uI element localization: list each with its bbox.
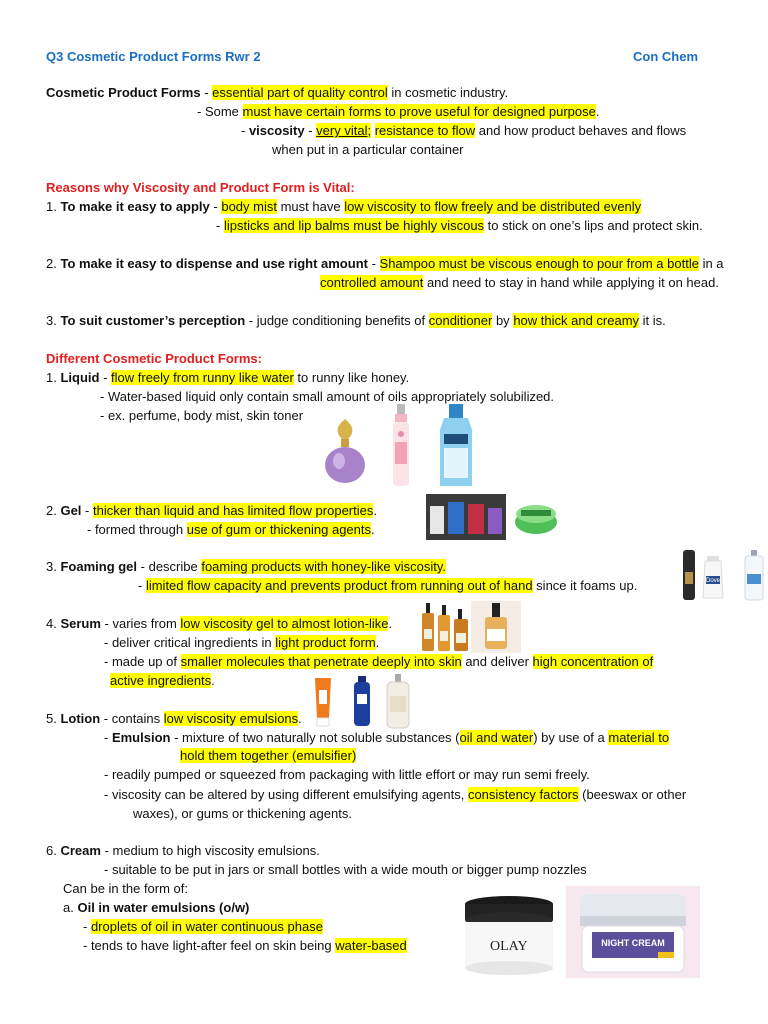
serum-sub-2: - made up of smaller molecules that penetrate deeply into skin and deliver high concentration of — [104, 654, 654, 669]
intro-line-3: - viscosity - very vital; resistance to flow and how product behaves and flows — [241, 123, 687, 138]
lotion-line: 5. Lotion - contains low viscosity emulsions. — [46, 711, 302, 726]
cream-sub-1: - suitable to be put in jars or small bottles with a wide mouth or bigger pump nozzles — [104, 862, 587, 877]
emulsion-line: - Emulsion - mixture of two naturally not soluble substances (oil and water) by use of a material to — [104, 730, 670, 745]
foaming-gel-sub-1: - limited flow capacity and prevents product from running out of hand since it foams up. — [138, 578, 638, 593]
reason-1: 1. To make it easy to apply - body mist must have low viscosity to flow freely and be distributed evenly — [46, 199, 642, 214]
gel-line: 2. Gel - thicker than liquid and has limited flow properties. — [46, 503, 377, 518]
cream-line: 6. Cream - medium to high viscosity emulsions. — [46, 843, 320, 858]
reason-2-sub: controlled amount and need to stay in hand while applying it on head. — [320, 275, 719, 290]
lotion-sub-3: waxes), or gums or thickening agents. — [133, 806, 352, 821]
liquid-sub-2: - ex. perfume, body mist, skin toner — [100, 408, 304, 423]
body-mist-bottle-image — [389, 404, 413, 488]
reason-2: 2. To make it easy to dispense and use right amount - Shampoo must be viscous enough to pour from a bottle in a — [46, 256, 724, 271]
serum-line: 4. Serum - varies from low viscosity gel to almost lotion-like. — [46, 616, 393, 631]
gel-sub-1: - formed through use of gum or thickening agents. — [87, 522, 375, 537]
oil-in-water-sub-2: - tends to have light-after feel on skin being water-based — [83, 938, 407, 953]
gel-jars-image — [426, 494, 506, 540]
liquid-line: 1. Liquid - flow freely from runny like water to runny like honey. — [46, 370, 410, 385]
intro-line-1: Cosmetic Product Forms - essential part of quality control in cosmetic industry. — [46, 85, 509, 100]
nivea-lotion-bottle-image — [351, 676, 373, 728]
serum-sub-3: active ingredients. — [110, 673, 215, 688]
svg-text:Dove: Dove — [705, 578, 721, 584]
reason-3: 3. To suit customer’s perception - judge conditioning benefits of conditioner by how thick and creamy it is. — [46, 313, 666, 328]
serum-bottles-image — [420, 601, 472, 653]
olay-cream-jar-image — [460, 892, 558, 976]
emulsion-line-2: hold them together (emulsifier) — [180, 748, 357, 763]
oil-in-water-title: a. Oil in water emulsions (o/w) — [63, 900, 250, 915]
foaming-gel-line: 3. Foaming gel - describe foaming products with honey-like viscosity. — [46, 559, 447, 574]
doc-title: Q3 Cosmetic Product Forms Rwr 2 — [46, 49, 261, 64]
sunscreen-tube-image — [313, 676, 333, 728]
skin-toner-bottle-image — [432, 404, 480, 488]
course-label: Con Chem — [633, 49, 698, 64]
liquid-sub-1: - Water-based liquid only contain small amount of oils appropriately solubilized. — [100, 389, 555, 404]
reason-1-sub: - lipsticks and lip balms must be highly viscous to stick on one’s lips and protect skin. — [216, 218, 703, 233]
foaming-bottles-image — [681, 548, 767, 602]
perfume-bottle-image — [322, 417, 368, 485]
cream-sub-2: Can be in the form of: — [63, 881, 189, 896]
oil-in-water-sub-1: - droplets of oil in water continuous phase — [83, 919, 323, 934]
svg-text:NIGHT CREAM: NIGHT CREAM — [601, 938, 665, 948]
reasons-heading: Reasons why Viscosity and Product Form is Vital: — [46, 180, 355, 195]
night-cream-jar-image — [566, 886, 700, 978]
serum-dropper-image — [471, 601, 521, 653]
lotion-sub-1: - readily pumped or squeezed from packaging with little effort or may run semi freely. — [104, 767, 590, 782]
serum-sub-1: - deliver critical ingredients in light product form. — [104, 635, 380, 650]
intro-line-4: when put in a particular container — [272, 142, 464, 157]
svg-text:OLAY: OLAY — [490, 939, 528, 954]
jergens-lotion-bottle-image — [384, 674, 412, 730]
forms-heading: Different Cosmetic Product Forms: — [46, 351, 262, 366]
intro-line-2: - Some must have certain forms to prove useful for designed purpose. — [197, 104, 600, 119]
aloe-gel-jar-image — [513, 500, 559, 536]
lotion-sub-2: - viscosity can be altered by using different emulsifying agents, consistency factors (beeswax or other — [104, 787, 687, 802]
